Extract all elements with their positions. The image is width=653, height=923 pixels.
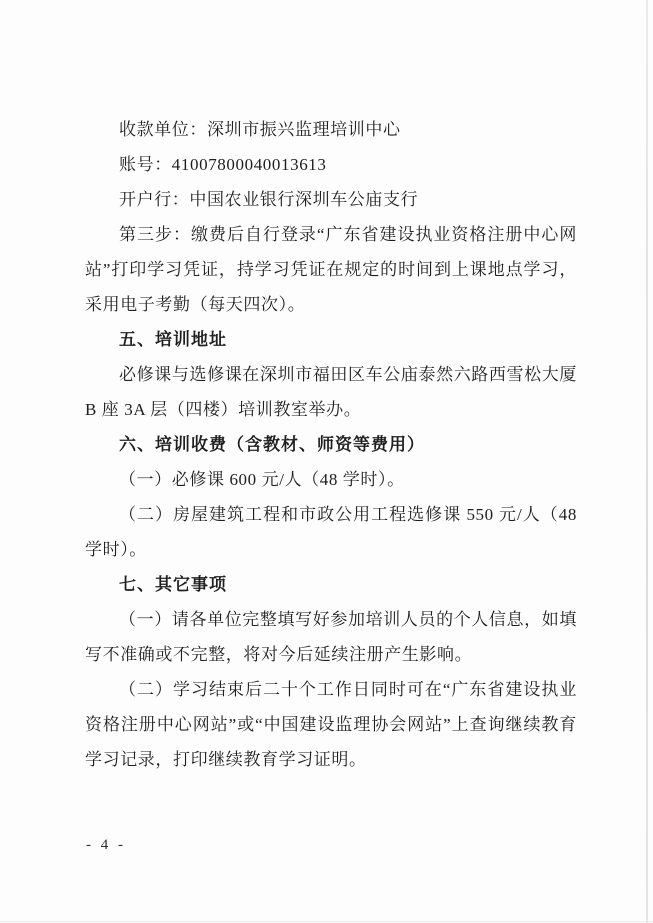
- paragraph-note-2: （二）学习结束后二十个工作日同时可在“广东省建设执业资格注册中心网站”或“中国建设监理协会网站”上查询继续教育学习记录，打印继续教育学习证明。: [85, 680, 577, 769]
- paragraph-fee-elective-course: （二）房屋建筑工程和市政公用工程选修课 550 元/人（48 学时）。: [85, 505, 577, 559]
- paragraph-bank: 开户行：中国农业银行深圳车公庙支行: [119, 190, 419, 209]
- paragraph-fee-required-course: （一）必修课 600 元/人（48 学时）。: [119, 470, 405, 489]
- paragraph-payee: 收款单位：深圳市振兴监理培训中心: [119, 120, 401, 139]
- page-number: - 4 -: [86, 837, 126, 853]
- document-body: [85, 112, 577, 777]
- heading-section-6-training-fees: 六、培训收费（含教材、师资等费用）: [119, 435, 425, 454]
- paragraph-account-number: 账号：41007800040013613: [119, 155, 327, 174]
- paragraph-training-address: 必修课与选修课在深圳市福田区车公庙泰然六路西雪松大厦 B 座 3A 层（四楼）培训教室举办。: [85, 365, 577, 419]
- paragraph-step-three: 第三步：缴费后自行登录“广东省建设执业资格注册中心网站”打印学习凭证，持学习凭证在规定的时间到上课地点学习，采用电子考勤（每天四次）。: [85, 225, 577, 314]
- scan-edge-artifact: [646, 0, 648, 923]
- paragraph-note-1: （一）请各单位完整填写好参加培训人员的个人信息，如填写不准确或不完整，将对今后延续注册产生影响。: [85, 610, 577, 664]
- heading-section-5-training-address: 五、培训地址: [119, 330, 227, 349]
- heading-section-7-other-matters: 七、其它事项: [119, 575, 227, 594]
- scan-bottom-artifact: [0, 921, 653, 922]
